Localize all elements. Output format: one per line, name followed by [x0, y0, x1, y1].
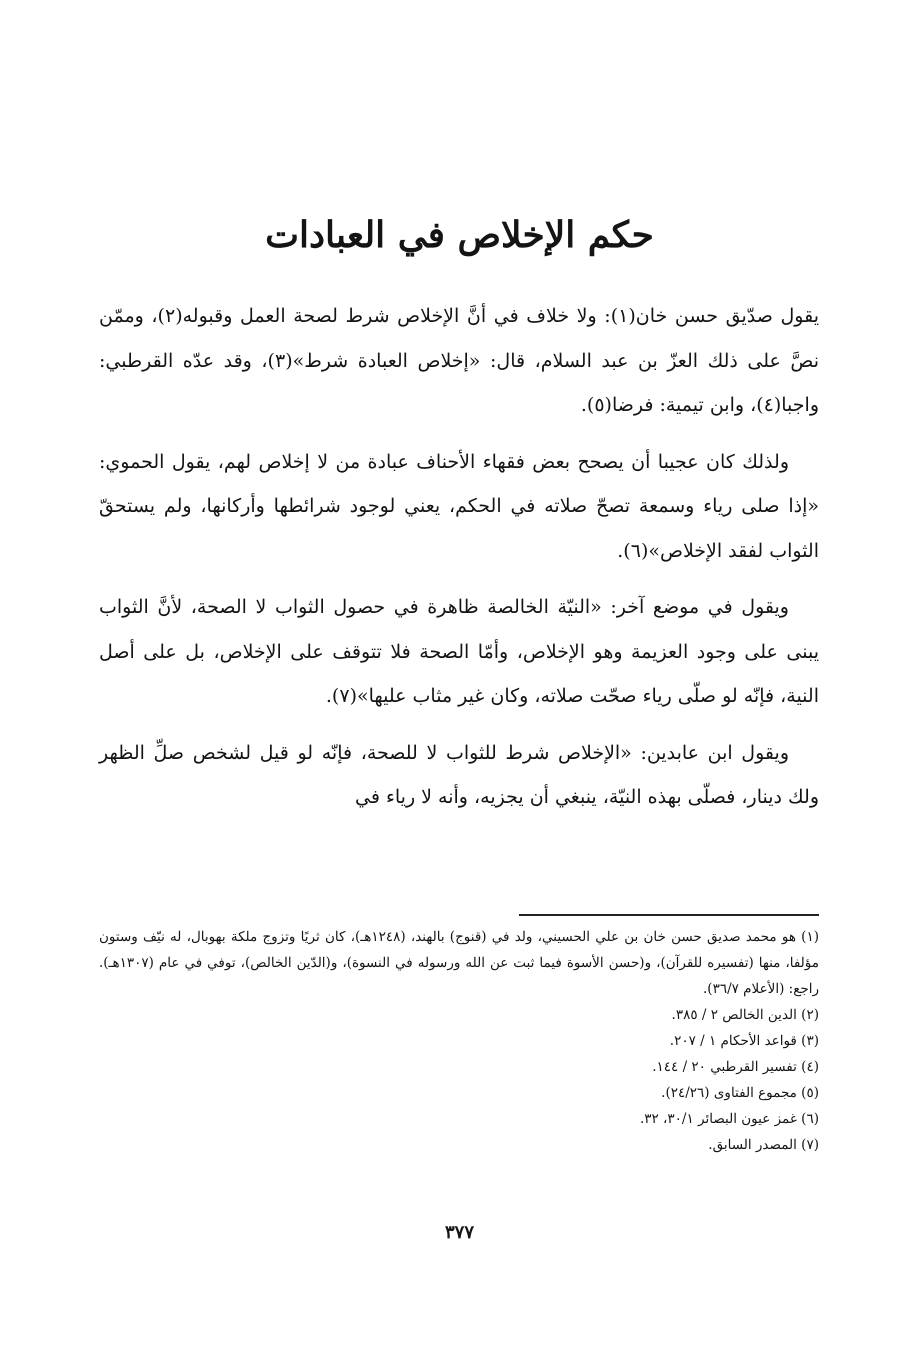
- footnote-7: (٧) المصدر السابق.: [708, 1137, 819, 1153]
- footnote-6: (٦) غمز عيون البصائر ٣٠/١، ٣٢.: [639, 1111, 819, 1127]
- paragraph-1: يقول صدّيق حسن خان(١): ولا خلاف في أنَّ الإخلاص شرط لصحة العمل وقبوله(٢)، وممّن نصَّ على ذلك العزّ بن عبد السلام، قال: «إخلاص العبادة شرط»(٣)، وقد عدّه القرطبي: واجبا(٤)، وابن تيمية: فرضا(٥).: [99, 305, 820, 416]
- page-number: ٣٧٧: [444, 1222, 474, 1243]
- paragraph-3: ويقول في موضع آخر: «النيّة الخالصة ظاهرة في حصول الثواب لا الصحة، لأنَّ الثواب يبنى على وجود العزيمة وهو الإخلاص، وأمّا الصحة فلا تتوقف على الإخلاص، بل على أصل النية، فإنّه لو صلّى رياء صحّت صلاته، وكان غير مثاب عليها»(٧).: [99, 596, 819, 707]
- main-text: [99, 294, 819, 832]
- footnote-5: (٥) مجموع الفتاوى (٢٤/٢٦).: [661, 1085, 819, 1101]
- paragraph-2: ولذلك كان عجيبا أن يصحح بعض فقهاء الأحناف عبادة من لا إخلاص لهم، يقول الحموي: «إذا صلى رياء وسمعة تصحّ صلاته في الحكم، يعني لوجود شرائطها وأركانها، ولم يستحقّ الثواب لفقد الإخلاص»(٦).: [99, 450, 819, 562]
- footnote-divider: [519, 914, 819, 916]
- footnote-2: (٢) الدين الخالص ٢ / ٣٨٥.: [671, 1007, 819, 1023]
- paragraph-4: ويقول ابن عابدين: «الإخلاص شرط للثواب لا للصحة، فإنّه لو قيل لشخص صلِّ الظهر ولك دينار، فصلّى بهذه النيّة، ينبغي أن يجزيه، وأنه لا رياء في: [99, 741, 819, 808]
- footnote-1: (١) هو محمد صديق حسن خان بن علي الحسيني، ولد في (قنوج) بالهند، (١٢٤٨هـ)، كان ثريًا وتزوج ملكة بهوبال، له نيّف وستون مؤلفا، منها (تفسيره للقرآن)، و(حسن الأسوة فيما ثبت عن الله ورسوله في النسوة)، و(الدّين الخالص)، توفي في عام (١٣٠٧هـ). راجع: (الأعلام ٣٦/٧).: [99, 929, 819, 997]
- footnotes: [99, 924, 819, 1158]
- page-title: حكم الإخلاص في العبادات: [265, 214, 654, 256]
- footnote-3: (٣) قواعد الأحكام ١ / ٢٠٧.: [669, 1033, 819, 1049]
- footnote-4: (٤) تفسير القرطبي ٢٠ / ١٤٤.: [652, 1059, 819, 1075]
